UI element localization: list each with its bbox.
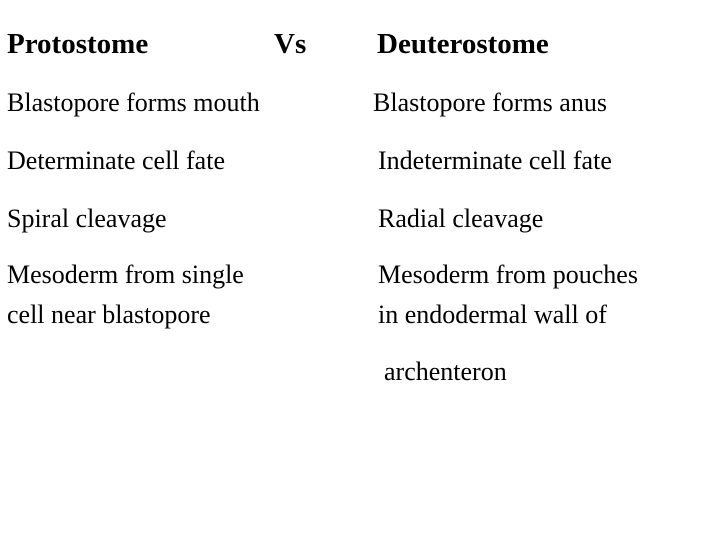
deuterostome-blastopore: Blastopore forms anus bbox=[373, 88, 607, 117]
protostome-heading: Protostome bbox=[7, 28, 149, 60]
protostome-cell-fate: Determinate cell fate bbox=[7, 146, 225, 175]
protostome-blastopore: Blastopore forms mouth bbox=[7, 88, 260, 117]
deuterostome-mesoderm-line-1: Mesoderm from pouches bbox=[378, 260, 638, 289]
deuterostome-mesoderm-line-3: archenteron bbox=[384, 357, 507, 386]
deuterostome-cleavage: Radial cleavage bbox=[378, 204, 544, 233]
protostome-mesoderm-line-2: cell near blastopore bbox=[7, 300, 211, 329]
protostome-mesoderm-line-1: Mesoderm from single bbox=[7, 260, 244, 289]
deuterostome-mesoderm-line-2: in endodermal wall of bbox=[378, 300, 607, 329]
protostome-cleavage: Spiral cleavage bbox=[7, 204, 167, 233]
deuterostome-cell-fate: Indeterminate cell fate bbox=[378, 146, 612, 175]
deuterostome-heading: Deuterostome bbox=[377, 28, 549, 60]
vs-heading: Vs bbox=[274, 28, 307, 60]
